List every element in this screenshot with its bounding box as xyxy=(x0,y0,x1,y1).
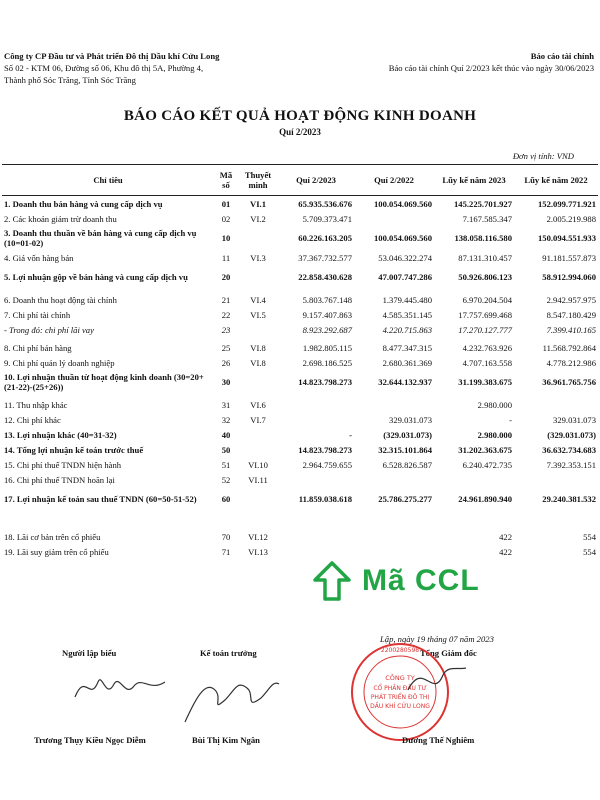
cell-code: 25 xyxy=(221,342,231,353)
cell-q23 xyxy=(278,472,354,487)
table-row xyxy=(2,355,598,370)
cell-code: 26 xyxy=(221,357,231,368)
cell-code: 51 xyxy=(221,459,231,470)
cell-q22: 53.046.322.274 xyxy=(378,252,432,263)
cell-q23 xyxy=(278,412,354,427)
cell-y22 xyxy=(514,394,598,412)
cell-name: 12. Chi phí khác xyxy=(4,414,61,425)
cell-y23: 6.240.472.735 xyxy=(462,459,512,470)
svg-text:DẦU KHÍ CỬU LONG: DẦU KHÍ CỬU LONG xyxy=(370,703,430,710)
cell-code: 50 xyxy=(221,444,231,455)
cell-y23: 422 xyxy=(499,531,512,542)
director-name: Dương Thế Nghiêm xyxy=(402,735,475,745)
watermark-text: Mã CCL xyxy=(362,564,480,597)
cell-y22: 36.961.765.756 xyxy=(542,377,596,387)
cell-q22: (329.031.073) xyxy=(383,429,432,440)
cell-code: 01 xyxy=(221,198,231,209)
preparer-name: Trương Thụy Kiều Ngọc Diễm xyxy=(34,735,146,745)
cell-note: VI.13 xyxy=(248,546,268,557)
table-row xyxy=(2,322,598,337)
table-row xyxy=(2,511,598,529)
cell-q23 xyxy=(278,544,354,559)
table-row xyxy=(2,226,598,250)
cell-y23: 4.707.163.558 xyxy=(462,357,512,368)
col-header: Lũy kế năm 2023 xyxy=(434,165,514,196)
cell-code: 71 xyxy=(221,546,231,557)
signing-date: Lập, ngày 19 tháng 07 năm 2023 xyxy=(380,634,494,644)
table-row xyxy=(2,211,598,226)
cell-note xyxy=(238,427,278,442)
cell-q22: 8.477.347.315 xyxy=(382,342,432,353)
cell-note: VI.10 xyxy=(248,459,268,470)
cell-note: VI.12 xyxy=(248,531,268,542)
cell-name: 16. Chi phí thuế TNDN hoãn lại xyxy=(4,474,115,485)
cell-y22: 554 xyxy=(583,531,596,542)
col-header: Quí 2/2022 xyxy=(354,165,434,196)
cell-y23: 24.961.890.940 xyxy=(458,494,512,504)
cell-y23: - xyxy=(509,414,512,425)
up-arrow-icon xyxy=(312,560,352,602)
watermark xyxy=(312,560,480,602)
cell-y23: 17.270.127.777 xyxy=(458,324,512,335)
cell-y22: 11.568.792.864 xyxy=(542,342,596,353)
cell-code: 02 xyxy=(221,213,231,224)
cell-note xyxy=(238,226,278,250)
table-row xyxy=(2,412,598,427)
cell-note: VI.8 xyxy=(250,342,266,353)
cell-y23: 87.131.310.457 xyxy=(458,252,512,263)
cell-note xyxy=(238,322,278,337)
report-period: Quí 2/2023 xyxy=(279,127,321,137)
cell-y22: 554 xyxy=(583,546,596,557)
accountant-signature xyxy=(175,660,285,730)
cell-y23: 422 xyxy=(499,546,512,557)
cell-name: 19. Lãi suy giảm trên cổ phiếu xyxy=(4,546,109,557)
company-address-line2: Thành phố Sóc Trăng, Tỉnh Sóc Trăng xyxy=(4,75,136,85)
cell-q23: 60.226.163.205 xyxy=(298,233,352,243)
cell-y22: 7.399.410.165 xyxy=(546,324,596,335)
cell-name: 14. Tổng lợi nhuận kế toán trước thuế xyxy=(4,444,144,455)
cell-name: 4. Giá vốn hàng bán xyxy=(4,252,74,263)
cell-q22: 25.786.275.277 xyxy=(378,494,432,504)
cell-code: 60 xyxy=(221,494,231,504)
doc-type: Báo cáo tài chính xyxy=(530,51,594,61)
cell-y23: 17.757.699.468 xyxy=(458,309,512,320)
col-header: Quí 2/2023 xyxy=(278,165,354,196)
table-row xyxy=(2,370,598,394)
table-header-row xyxy=(2,165,598,196)
cell-y22: 150.094.551.933 xyxy=(537,233,596,243)
cell-q23: 22.858.430.628 xyxy=(298,272,352,282)
cell-code: 11 xyxy=(221,252,231,263)
cell-q22: 32.315.101.864 xyxy=(378,444,432,455)
cell-q22 xyxy=(354,211,434,226)
table-row xyxy=(2,250,598,265)
table-row xyxy=(2,289,598,307)
table-row xyxy=(2,307,598,322)
cell-note: VI.5 xyxy=(250,309,266,320)
cell-q22 xyxy=(354,394,434,412)
table-row xyxy=(2,337,598,355)
cell-y22: 91.181.557.873 xyxy=(542,252,596,263)
col-header: Chỉ tiêu xyxy=(2,165,214,196)
cell-q22: 329.031.073 xyxy=(389,414,432,425)
table-row xyxy=(2,487,598,511)
cell-y22: 152.099.771.921 xyxy=(537,198,596,209)
cell-note: VI.1 xyxy=(250,198,266,209)
cell-code: 22 xyxy=(221,309,231,320)
cell-y23: 145.225.701.927 xyxy=(453,198,512,209)
cell-name: 3. Doanh thu thuần về bán hàng và cung cấp dịch vụ (10=01-02) xyxy=(4,228,197,248)
cell-q22: 4.585.351.145 xyxy=(382,309,432,320)
table-row xyxy=(2,457,598,472)
cell-name: 17. Lợi nhuận kế toán sau thuế TNDN (60=50-51-52) xyxy=(4,494,197,504)
cell-name: 8. Chi phí bán hàng xyxy=(4,342,72,353)
cell-name: 9. Chi phí quản lý doanh nghiệp xyxy=(4,357,115,368)
table-row xyxy=(2,442,598,457)
cell-q22: 32.644.132.937 xyxy=(378,377,432,387)
cell-q22: 2.680.361.369 xyxy=(382,357,432,368)
table-row xyxy=(2,529,598,544)
preparer-role: Người lập biểu xyxy=(62,648,117,658)
cell-q23: 8.923.292.687 xyxy=(302,324,352,335)
table-body xyxy=(2,196,598,560)
cell-q22 xyxy=(354,472,434,487)
cell-y23 xyxy=(434,511,514,529)
cell-q22 xyxy=(354,529,434,544)
cell-note: VI.8 xyxy=(250,357,266,368)
table-row xyxy=(2,265,598,289)
table-row xyxy=(2,427,598,442)
cell-code: 70 xyxy=(221,531,231,542)
svg-text:2200280598: 2200280598 xyxy=(380,647,420,654)
cell-name: 10. Lợi nhuận thuần từ hoạt động kinh doanh (30=20+(21-22)-(25+26)) xyxy=(4,372,204,392)
cell-name: 2. Các khoản giảm trừ doanh thu xyxy=(4,213,117,224)
report-header xyxy=(294,50,594,74)
cell-q22: 100.054.069.560 xyxy=(373,233,432,243)
cell-code xyxy=(214,511,238,529)
cell-y23 xyxy=(434,472,514,487)
cell-code: 30 xyxy=(221,377,231,387)
cell-q23 xyxy=(278,529,354,544)
cell-y23: 2.980.000 xyxy=(477,429,512,440)
cell-code: 31 xyxy=(221,399,231,410)
cell-name: 11. Thu nhập khác xyxy=(4,399,68,410)
cell-note: VI.4 xyxy=(250,294,266,305)
cell-q22 xyxy=(354,544,434,559)
cell-y23: 31.202.363.675 xyxy=(458,444,512,455)
cell-y23: 31.199.383.675 xyxy=(458,377,512,387)
cell-code: 10 xyxy=(221,233,231,243)
cell-y22: 29.240.381.532 xyxy=(542,494,596,504)
svg-text:PHÁT TRIỂN ĐÔ THỊ: PHÁT TRIỂN ĐÔ THỊ xyxy=(370,694,430,701)
cell-name: 5. Lợi nhuận gộp về bán hàng và cung cấp dịch vụ xyxy=(4,272,188,282)
cell-code: 32 xyxy=(221,414,231,425)
cell-note: VI.3 xyxy=(250,252,266,263)
cell-code: 52 xyxy=(221,474,231,485)
cell-q23: 2.964.759.655 xyxy=(302,459,352,470)
cell-y22 xyxy=(514,472,598,487)
cell-q23: - xyxy=(349,429,352,440)
cell-q23: 2.698.186.525 xyxy=(302,357,352,368)
director-role: Tổng Giám đốc xyxy=(420,648,477,658)
cell-q23: 14.823.798.273 xyxy=(298,377,352,387)
report-title: BÁO CÁO KẾT QUẢ HOẠT ĐỘNG KINH DOANH xyxy=(123,108,477,124)
cell-note: VI.6 xyxy=(250,399,266,410)
cell-name: 13. Lợi nhuận khác (40=31-32) xyxy=(4,429,117,440)
cell-q23: 5.709.373.471 xyxy=(302,213,352,224)
table-row xyxy=(2,472,598,487)
cell-name: - Trong đó: chi phí lãi vay xyxy=(4,324,94,335)
col-header: Thuyết minh xyxy=(238,165,278,196)
cell-y23: 138.058.116.580 xyxy=(454,233,512,243)
cell-y23: 7.167.585.347 xyxy=(462,213,512,224)
cell-q23: 14.823.798.273 xyxy=(298,444,352,455)
cell-code: 20 xyxy=(221,272,231,282)
income-statement-table xyxy=(2,164,598,559)
cell-y22: 7.392.353.151 xyxy=(546,459,596,470)
company-stamp xyxy=(338,640,468,750)
cell-y22: 36.632.734.683 xyxy=(542,444,596,455)
cell-y22: 58.912.994.060 xyxy=(542,272,596,282)
cell-q23: 65.935.536.676 xyxy=(298,198,352,209)
cell-q22: 1.379.445.480 xyxy=(382,294,432,305)
table-row xyxy=(2,394,598,412)
cell-y22: 4.778.212.986 xyxy=(546,357,596,368)
col-header: Mã số xyxy=(214,165,238,196)
company-address-line1: Số 02 - KTM 06, Đường số 06, Khu đô thị 5A, Phường 4, xyxy=(4,63,204,73)
cell-y22: (329.031.073) xyxy=(547,429,596,440)
company-header xyxy=(4,50,334,86)
cell-y23: 50.926.806.123 xyxy=(458,272,512,282)
cell-note: VI.7 xyxy=(250,414,266,425)
cell-y22: 2.942.957.975 xyxy=(546,294,596,305)
cell-name: 15. Chi phí thuế TNDN hiện hành xyxy=(4,459,122,470)
cell-code: 23 xyxy=(221,324,231,335)
cell-y23: 2.980.000 xyxy=(477,399,512,410)
accountant-role: Kế toán trưởng xyxy=(200,648,257,658)
cell-name: 6. Doanh thu hoạt động tài chính xyxy=(4,294,117,305)
company-name: Công ty CP Đầu tư và Phát triển Đô thị Dầu khí Cửu Long xyxy=(4,51,220,61)
cell-code: 40 xyxy=(221,429,231,440)
table-row xyxy=(2,544,598,559)
cell-note xyxy=(238,487,278,511)
currency-unit: Đơn vị tính: VND xyxy=(512,151,574,161)
cell-q22: 47.007.747.286 xyxy=(378,272,432,282)
cell-q23: 11.859.038.618 xyxy=(298,494,352,504)
cell-q22: 6.528.826.587 xyxy=(382,459,432,470)
cell-y22: 2.005.219.988 xyxy=(546,213,596,224)
accountant-name: Bùi Thị Kim Ngân xyxy=(192,735,260,745)
cell-y22: 329.031.073 xyxy=(553,414,596,425)
col-header: Lũy kế năm 2022 xyxy=(514,165,598,196)
cell-note xyxy=(238,442,278,457)
cell-q23: 9.157.407.863 xyxy=(302,309,352,320)
cell-q22: 100.054.069.560 xyxy=(373,198,432,209)
cell-note xyxy=(238,370,278,394)
cell-note: VI.2 xyxy=(250,213,266,224)
cell-name: 7. Chi phí tài chính xyxy=(4,309,71,320)
cell-q23: 5.803.767.148 xyxy=(302,294,352,305)
cell-y23: 6.970.204.504 xyxy=(462,294,512,305)
cell-name: 18. Lãi cơ bản trên cổ phiếu xyxy=(4,531,101,542)
svg-text:CỔ PHẦN ĐẦU TƯ: CỔ PHẦN ĐẦU TƯ xyxy=(373,685,427,692)
cell-note xyxy=(238,265,278,289)
cell-q22: 4.220.715.863 xyxy=(382,324,432,335)
cell-y22: 8.547.180.429 xyxy=(546,309,596,320)
cell-y22 xyxy=(514,511,598,529)
cell-q22 xyxy=(354,511,434,529)
preparer-signature xyxy=(70,662,170,712)
cell-code: 21 xyxy=(221,294,231,305)
cell-note xyxy=(238,511,278,529)
cell-y23: 4.232.763.926 xyxy=(462,342,512,353)
cell-q23: 37.367.732.577 xyxy=(298,252,352,263)
cell-name: 1. Doanh thu bán hàng và cung cấp dịch vụ xyxy=(4,198,163,209)
svg-text:CÔNG TY: CÔNG TY xyxy=(385,674,415,682)
table-row xyxy=(2,196,598,212)
cell-note: VI.11 xyxy=(248,474,268,485)
cell-q23 xyxy=(278,394,354,412)
doc-description: Báo cáo tài chính Quí 2/2023 kết thúc vào ngày 30/06/2023 xyxy=(388,63,594,73)
cell-q23: 1.982.805.115 xyxy=(302,342,352,353)
cell-name xyxy=(2,511,214,529)
cell-q23 xyxy=(278,511,354,529)
